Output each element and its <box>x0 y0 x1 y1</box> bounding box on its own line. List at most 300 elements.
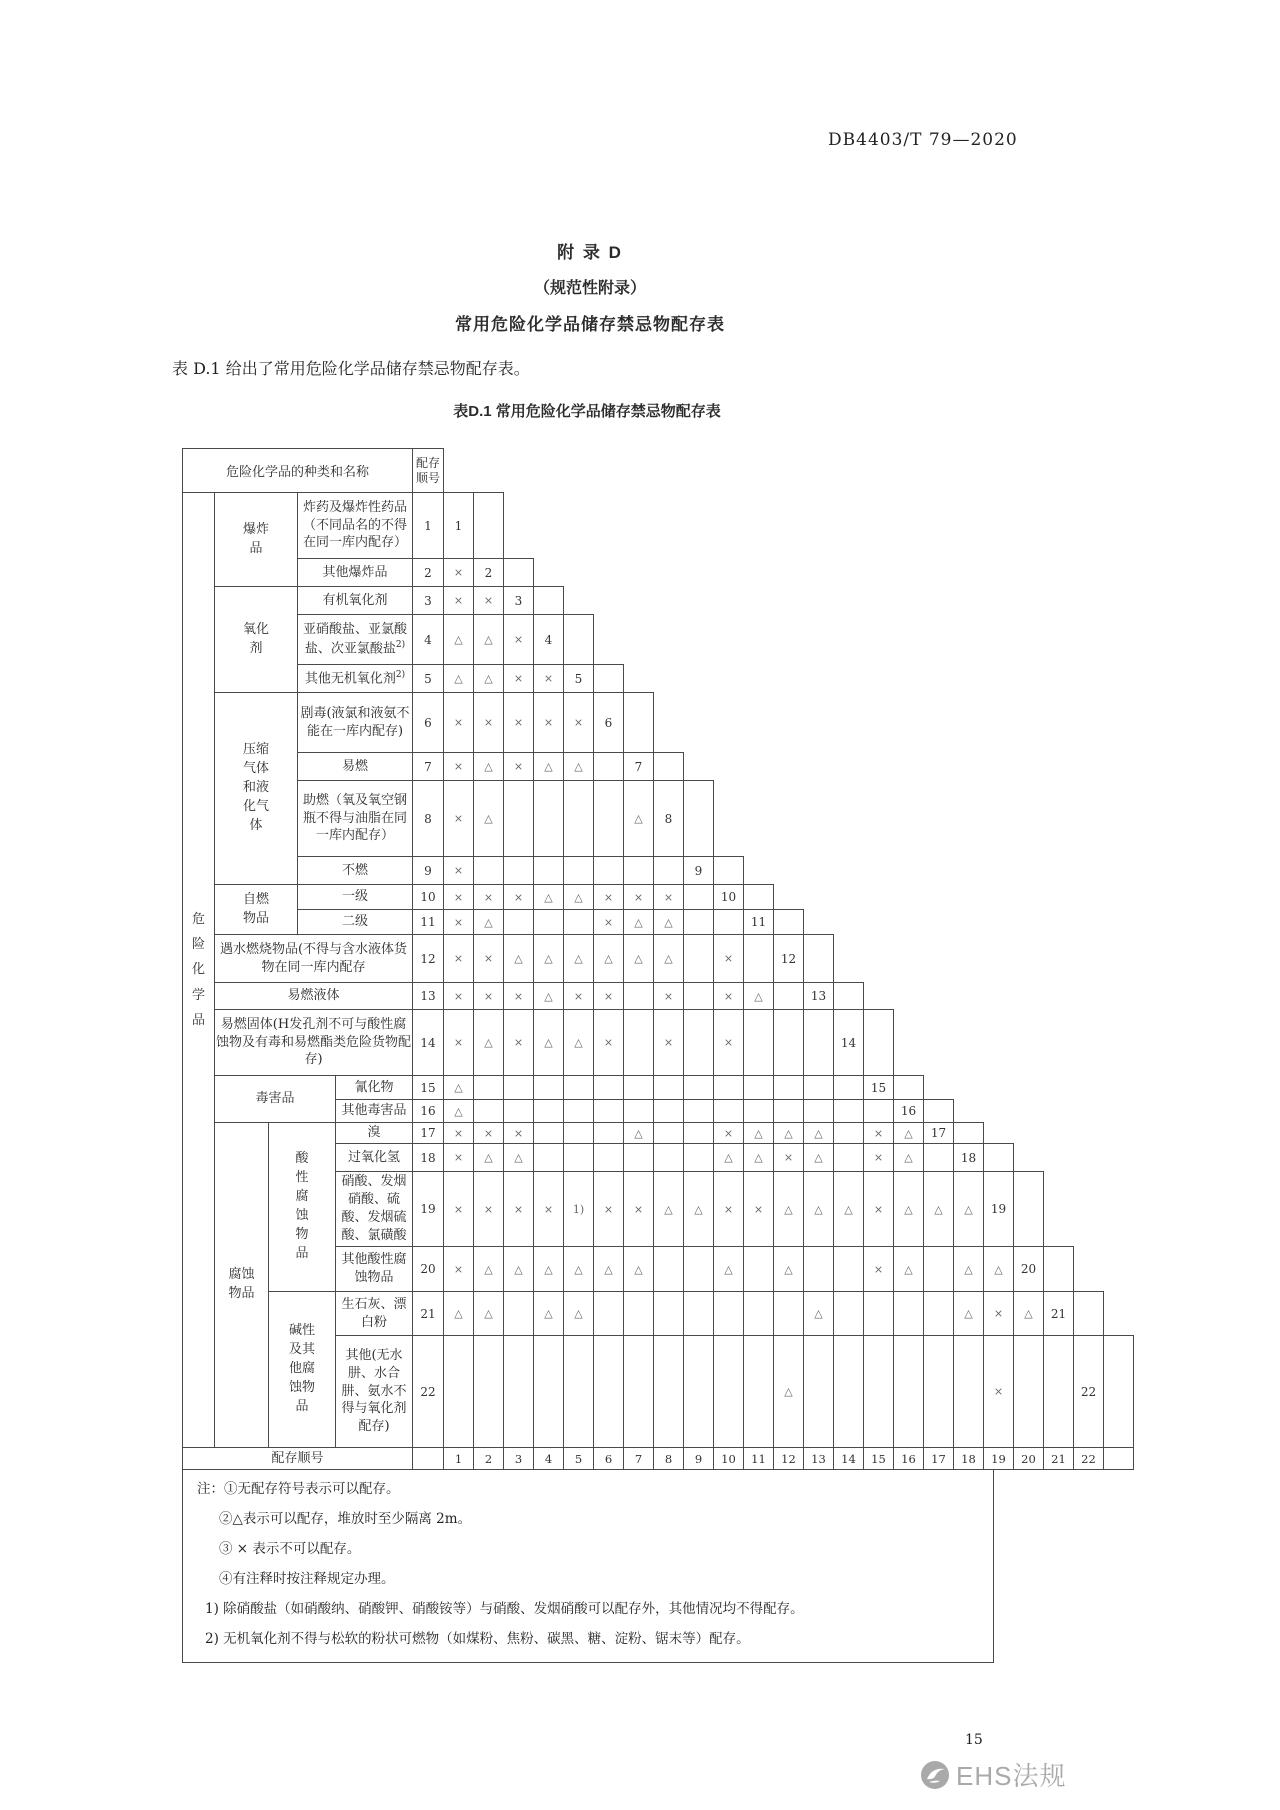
matrix-cell <box>684 910 714 935</box>
matrix-cell: △ <box>474 781 504 857</box>
matrix-cell <box>504 857 534 885</box>
matrix-cell: × <box>774 1144 804 1172</box>
matrix-cell <box>684 885 714 910</box>
matrix-cell: × <box>444 1172 474 1247</box>
matrix-cell: 1) <box>564 1172 594 1247</box>
matrix-cell: △ <box>924 1172 954 1247</box>
matrix-cell <box>534 910 564 935</box>
matrix-cell: × <box>444 1123 474 1144</box>
matrix-cell <box>504 910 534 935</box>
step-cell <box>624 693 654 753</box>
row-number-cell: 16 <box>413 1100 444 1123</box>
row-name-cell: 溴 <box>336 1123 413 1144</box>
matrix-cell <box>744 1100 774 1123</box>
matrix-cell <box>1014 1336 1044 1448</box>
row-name-cell: 其他毒害品 <box>336 1100 413 1123</box>
matrix-cell: △ <box>804 1172 834 1247</box>
diagonal-cell: 3 <box>504 587 534 615</box>
matrix-cell: × <box>444 693 474 753</box>
matrix-cell: × <box>564 983 594 1010</box>
row-number-cell: 11 <box>413 910 444 935</box>
footer-trailing-cell <box>1104 1448 1134 1470</box>
matrix-cell <box>504 1336 534 1448</box>
diagonal-cell: 10 <box>714 885 744 910</box>
diagonal-cell: 9 <box>684 857 714 885</box>
note-superscript: 2) <box>395 669 406 680</box>
footer-num-cell: 1 <box>444 1448 474 1470</box>
diagonal-cell: 17 <box>924 1123 954 1144</box>
footer-num-cell: 7 <box>624 1448 654 1470</box>
row-name-cell: 亚硝酸盐、亚氯酸盐、次亚氯酸盐$^{2)}$ <box>298 615 413 665</box>
matrix-cell: △ <box>774 1123 804 1144</box>
matrix-cell <box>504 781 534 857</box>
compatibility-matrix-table <box>182 448 1134 1470</box>
footer-num-cell: 20 <box>1014 1448 1044 1470</box>
footer-num-cell: 13 <box>804 1448 834 1470</box>
matrix-cell: △ <box>954 1247 984 1292</box>
row-name-cell: 硝酸、发烟硝酸、硫酸、发烟硫酸、氯磺酸 <box>336 1172 413 1247</box>
matrix-cell: △ <box>534 1247 564 1292</box>
matrix-cell: △ <box>504 1144 534 1172</box>
matrix-cell <box>594 1144 624 1172</box>
watermark-text: EHS法规 <box>956 1761 1067 1791</box>
compatibility-table-wrap <box>182 448 1134 1663</box>
matrix-cell <box>504 1100 534 1123</box>
matrix-cell: × <box>474 587 504 615</box>
matrix-cell: × <box>444 910 474 935</box>
matrix-cell <box>744 1247 774 1292</box>
diagonal-cell: 14 <box>834 1010 864 1076</box>
matrix-cell <box>804 1336 834 1448</box>
row-name-cell: 不燃 <box>298 857 413 885</box>
matrix-cell <box>564 857 594 885</box>
matrix-cell: △ <box>894 1123 924 1144</box>
matrix-cell: × <box>504 753 534 781</box>
matrix-cell <box>534 1144 564 1172</box>
matrix-cell: △ <box>564 885 594 910</box>
matrix-cell: × <box>534 665 564 693</box>
row-number-cell: 8 <box>413 781 444 857</box>
group-cell: 爆炸品 <box>215 493 298 587</box>
matrix-cell <box>894 1292 924 1336</box>
matrix-cell <box>564 1100 594 1123</box>
matrix-cell: △ <box>534 753 564 781</box>
step-cell <box>894 1076 924 1100</box>
matrix-cell <box>744 935 774 983</box>
matrix-cell: × <box>594 885 624 910</box>
footer-num-cell: 12 <box>774 1448 804 1470</box>
appendix-title: 附 录 D <box>557 243 623 262</box>
row-number-cell: 20 <box>413 1247 444 1292</box>
matrix-cell <box>744 1010 774 1076</box>
matrix-cell: △ <box>894 1172 924 1247</box>
matrix-cell <box>864 1336 894 1448</box>
diagonal-cell: 13 <box>804 983 834 1010</box>
matrix-cell <box>684 1123 714 1144</box>
matrix-cell: △ <box>534 885 564 910</box>
matrix-cell <box>684 1100 714 1123</box>
matrix-cell <box>834 1336 864 1448</box>
matrix-cell: △ <box>804 1123 834 1144</box>
matrix-cell: △ <box>594 1247 624 1292</box>
matrix-cell: × <box>714 935 744 983</box>
matrix-cell: △ <box>474 910 504 935</box>
group-cell: 氧化剂 <box>215 587 298 693</box>
matrix-cell <box>624 1292 654 1336</box>
intro-paragraph: 表 D.1 给出了常用危险化学品储存禁忌物配存表。 <box>172 359 530 378</box>
matrix-cell <box>624 1076 654 1100</box>
diagonal-cell: 18 <box>954 1144 984 1172</box>
matrix-cell: △ <box>444 1076 474 1100</box>
matrix-cell <box>594 781 624 857</box>
matrix-cell <box>774 983 804 1010</box>
matrix-cell: × <box>594 910 624 935</box>
matrix-cell <box>654 1247 684 1292</box>
matrix-cell: × <box>624 885 654 910</box>
subgroup-cell: 酸性腐蚀物品 <box>269 1123 336 1292</box>
matrix-cell: × <box>864 1247 894 1292</box>
matrix-cell <box>774 1010 804 1076</box>
matrix-cell <box>594 753 624 781</box>
matrix-cell <box>564 910 594 935</box>
matrix-cell: △ <box>564 1010 594 1076</box>
row-name-cell: 一级 <box>298 885 413 910</box>
matrix-cell <box>684 1292 714 1336</box>
matrix-cell <box>564 1336 594 1448</box>
row-number-cell: 21 <box>413 1292 444 1336</box>
matrix-cell: △ <box>564 753 594 781</box>
matrix-cell: △ <box>444 615 474 665</box>
row-name-cell: 助燃（氧及氧空钢瓶不得与油脂在同一库内配存） <box>298 781 413 857</box>
row-name-cell: 其他酸性腐蚀物品 <box>336 1247 413 1292</box>
matrix-cell: △ <box>504 1247 534 1292</box>
matrix-cell <box>684 1144 714 1172</box>
matrix-cell: △ <box>804 1144 834 1172</box>
step-cell <box>654 753 684 781</box>
matrix-cell: × <box>444 857 474 885</box>
matrix-cell <box>894 1336 924 1448</box>
matrix-cell <box>534 1100 564 1123</box>
matrix-cell <box>744 1076 774 1100</box>
matrix-cell <box>804 1247 834 1292</box>
matrix-cell: △ <box>684 1172 714 1247</box>
diagonal-cell: 8 <box>654 781 684 857</box>
matrix-cell <box>834 1292 864 1336</box>
matrix-cell <box>684 1010 714 1076</box>
step-cell <box>774 910 804 935</box>
matrix-cell <box>774 1100 804 1123</box>
group-cell: 腐蚀物品 <box>215 1123 269 1448</box>
matrix-cell: × <box>654 983 684 1010</box>
diagonal-cell: 12 <box>774 935 804 983</box>
matrix-cell <box>534 781 564 857</box>
row-number-cell: 10 <box>413 885 444 910</box>
matrix-cell: × <box>534 693 564 753</box>
note-line: 2) 无机氧化剂不得与松软的粉状可燃物（如煤粉、焦粉、碳黑、糖、淀粉、锯末等）配存。 <box>205 1631 750 1647</box>
matrix-cell <box>474 1076 504 1100</box>
matrix-cell <box>534 1123 564 1144</box>
row-number-cell: 22 <box>413 1336 444 1448</box>
footer-num-cell: 4 <box>534 1448 564 1470</box>
row-number-cell: 3 <box>413 587 444 615</box>
step-cell <box>1074 1292 1104 1336</box>
matrix-cell: × <box>564 693 594 753</box>
matrix-cell <box>834 1076 864 1100</box>
step-cell <box>1014 1172 1044 1247</box>
matrix-cell <box>534 1076 564 1100</box>
matrix-cell <box>654 857 684 885</box>
matrix-cell: △ <box>474 665 504 693</box>
note-line: ③ × 表示不可以配存。 <box>219 1541 361 1557</box>
row-name-cell: 其他爆炸品 <box>298 559 413 587</box>
footer-num-cell: 8 <box>654 1448 684 1470</box>
matrix-cell: × <box>714 983 744 1010</box>
matrix-cell: △ <box>444 1292 474 1336</box>
appendix-title-block <box>170 238 1010 335</box>
footer-blank-cell <box>413 1448 444 1470</box>
matrix-cell <box>654 1123 684 1144</box>
diagonal-cell: 1 <box>444 493 474 559</box>
matrix-cell: × <box>984 1292 1014 1336</box>
footer-num-cell: 14 <box>834 1448 864 1470</box>
footer-num-cell: 9 <box>684 1448 714 1470</box>
matrix-cell: × <box>474 1123 504 1144</box>
row-name-cell: 生石灰、漂白粉 <box>336 1292 413 1336</box>
matrix-cell: × <box>444 587 474 615</box>
matrix-cell <box>834 1100 864 1123</box>
footer-num-cell: 6 <box>594 1448 624 1470</box>
step-cell <box>564 615 594 665</box>
matrix-cell: × <box>474 1172 504 1247</box>
row-name-cell: 过氧化氢 <box>336 1144 413 1172</box>
footer-num-cell: 16 <box>894 1448 924 1470</box>
row-name-cell: 其他(无水肼、水合肼、氨水不得与氧化剂配存) <box>336 1336 413 1448</box>
matrix-cell: × <box>504 1010 534 1076</box>
row-name-cell: 有机氧化剂 <box>298 587 413 615</box>
left-category-label: 危险化学品 <box>183 493 215 1448</box>
matrix-cell: △ <box>444 665 474 693</box>
matrix-cell: △ <box>744 1144 774 1172</box>
diagonal-cell: 4 <box>534 615 564 665</box>
matrix-cell <box>654 1076 684 1100</box>
diagonal-cell: 11 <box>744 910 774 935</box>
step-cell <box>684 781 714 857</box>
matrix-cell: △ <box>954 1292 984 1336</box>
matrix-cell: △ <box>534 935 564 983</box>
matrix-cell <box>804 1100 834 1123</box>
matrix-cell: × <box>474 935 504 983</box>
matrix-cell: × <box>474 885 504 910</box>
diagonal-cell: 6 <box>594 693 624 753</box>
matrix-cell: △ <box>624 910 654 935</box>
diagonal-cell: 16 <box>894 1100 924 1123</box>
matrix-cell: △ <box>954 1172 984 1247</box>
matrix-cell: △ <box>774 1336 804 1448</box>
matrix-cell: × <box>444 885 474 910</box>
table-header-species: 危险化学品的种类和名称 <box>183 449 413 493</box>
matrix-cell <box>624 1100 654 1123</box>
diagonal-cell: 2 <box>474 559 504 587</box>
matrix-cell <box>774 1292 804 1336</box>
matrix-cell: × <box>504 693 534 753</box>
footer-num-cell: 17 <box>924 1448 954 1470</box>
matrix-cell <box>654 1292 684 1336</box>
matrix-cell <box>624 983 654 1010</box>
matrix-cell: × <box>534 1172 564 1247</box>
matrix-cell <box>834 1123 864 1144</box>
footer-num-cell: 5 <box>564 1448 594 1470</box>
matrix-cell <box>924 1247 954 1292</box>
matrix-cell: × <box>504 983 534 1010</box>
matrix-cell: △ <box>564 935 594 983</box>
matrix-cell <box>714 1292 744 1336</box>
row-name-cell: 二级 <box>298 910 413 935</box>
diagonal-cell: 20 <box>1014 1247 1044 1292</box>
step-cell <box>534 587 564 615</box>
matrix-cell: × <box>714 1010 744 1076</box>
matrix-cell: × <box>594 1172 624 1247</box>
matrix-cell <box>594 857 624 885</box>
matrix-cell: × <box>504 665 534 693</box>
matrix-cell: × <box>594 983 624 1010</box>
matrix-cell: × <box>504 885 534 910</box>
matrix-cell <box>594 1076 624 1100</box>
footer-num-cell: 22 <box>1074 1448 1104 1470</box>
matrix-cell: △ <box>564 1292 594 1336</box>
footer-num-cell: 15 <box>864 1448 894 1470</box>
step-cell <box>924 1100 954 1123</box>
step-cell <box>594 665 624 693</box>
matrix-cell <box>924 1292 954 1336</box>
matrix-cell <box>684 935 714 983</box>
matrix-cell <box>714 1076 744 1100</box>
table-notes <box>182 1469 994 1663</box>
matrix-cell: × <box>864 1123 894 1144</box>
row-number-cell: 12 <box>413 935 444 983</box>
footer-order-label: 配存顺号 <box>183 1448 413 1470</box>
step-cell <box>1104 1336 1134 1448</box>
matrix-cell: × <box>864 1144 894 1172</box>
step-cell <box>1044 1247 1074 1292</box>
matrix-cell: △ <box>474 1292 504 1336</box>
matrix-cell: △ <box>654 1172 684 1247</box>
matrix-cell: × <box>594 1010 624 1076</box>
row-name-cell: 其他无机氧化剂$^{2)}$ <box>298 665 413 693</box>
matrix-cell: × <box>444 1247 474 1292</box>
matrix-cell <box>624 1144 654 1172</box>
matrix-cell: × <box>714 1172 744 1247</box>
step-cell <box>714 857 744 885</box>
matrix-cell <box>864 1100 894 1123</box>
row-name-cell: 炸药及爆炸性药品（不同品名的不得在同一库内配存） <box>298 493 413 559</box>
row-number-cell: 4 <box>413 615 444 665</box>
matrix-cell: △ <box>474 1247 504 1292</box>
note-superscript: 2) <box>395 639 406 650</box>
matrix-cell <box>864 1292 894 1336</box>
row-number-cell: 14 <box>413 1010 444 1076</box>
matrix-cell <box>504 1076 534 1100</box>
footer-num-cell: 2 <box>474 1448 504 1470</box>
matrix-cell: △ <box>624 781 654 857</box>
note-line: ②△表示可以配存，堆放时至少隔离 2m。 <box>219 1511 472 1527</box>
matrix-cell <box>684 1247 714 1292</box>
row-name-cell: 氰化物 <box>336 1076 413 1100</box>
matrix-cell: △ <box>534 983 564 1010</box>
matrix-cell <box>684 1076 714 1100</box>
matrix-cell: × <box>444 935 474 983</box>
matrix-cell: △ <box>474 753 504 781</box>
diagonal-cell: 5 <box>564 665 594 693</box>
step-cell <box>804 935 834 983</box>
diagonal-cell: 7 <box>624 753 654 781</box>
matrix-cell <box>504 1292 534 1336</box>
matrix-cell: × <box>504 1123 534 1144</box>
row-number-cell: 1 <box>413 493 444 559</box>
matrix-cell <box>594 1100 624 1123</box>
matrix-cell <box>474 1336 504 1448</box>
matrix-cell: △ <box>474 615 504 665</box>
note-line: ④有注释时按注释规定办理。 <box>219 1571 395 1587</box>
row-number-cell: 9 <box>413 857 444 885</box>
matrix-cell: △ <box>474 1010 504 1076</box>
row-number-cell: 15 <box>413 1076 444 1100</box>
step-cell <box>744 885 774 910</box>
matrix-cell <box>654 1100 684 1123</box>
matrix-cell: △ <box>504 935 534 983</box>
matrix-cell: × <box>474 983 504 1010</box>
matrix-cell <box>624 1336 654 1448</box>
matrix-cell <box>594 1336 624 1448</box>
matrix-cell <box>654 1144 684 1172</box>
matrix-cell: △ <box>624 1123 654 1144</box>
diagonal-cell: 15 <box>864 1076 894 1100</box>
matrix-cell: △ <box>774 1247 804 1292</box>
matrix-cell: △ <box>984 1247 1014 1292</box>
matrix-cell <box>564 1076 594 1100</box>
matrix-cell <box>624 857 654 885</box>
appendix-heading: 常用危险化学品储存禁忌物配存表 <box>455 315 725 334</box>
footer-num-cell: 21 <box>1044 1448 1074 1470</box>
row-number-cell: 5 <box>413 665 444 693</box>
matrix-cell <box>474 857 504 885</box>
matrix-cell <box>804 1010 834 1076</box>
matrix-cell <box>564 781 594 857</box>
matrix-cell: × <box>654 885 684 910</box>
matrix-cell <box>924 1336 954 1448</box>
matrix-cell: △ <box>744 1123 774 1144</box>
appendix-subtitle: （规范性附录） <box>533 280 646 297</box>
matrix-cell <box>1044 1336 1074 1448</box>
matrix-cell: × <box>444 781 474 857</box>
row-number-cell: 17 <box>413 1123 444 1144</box>
matrix-cell <box>594 1123 624 1144</box>
matrix-cell: △ <box>534 1010 564 1076</box>
matrix-cell: △ <box>894 1247 924 1292</box>
step-cell <box>504 559 534 587</box>
matrix-cell: × <box>864 1172 894 1247</box>
diagonal-cell: 22 <box>1074 1336 1104 1448</box>
row-number-cell: 7 <box>413 753 444 781</box>
matrix-cell <box>834 1144 864 1172</box>
matrix-cell <box>744 1336 774 1448</box>
row-name-cell: 剧毒(液氯和液氨不能在一库内配存) <box>298 693 413 753</box>
table-caption: 表D.1 常用危险化学品储存禁忌物配存表 <box>453 403 721 420</box>
footer-num-cell: 19 <box>984 1448 1014 1470</box>
matrix-cell: △ <box>474 1144 504 1172</box>
group-cell: 毒害品 <box>215 1076 336 1123</box>
step-cell <box>954 1123 984 1144</box>
matrix-cell <box>564 1144 594 1172</box>
